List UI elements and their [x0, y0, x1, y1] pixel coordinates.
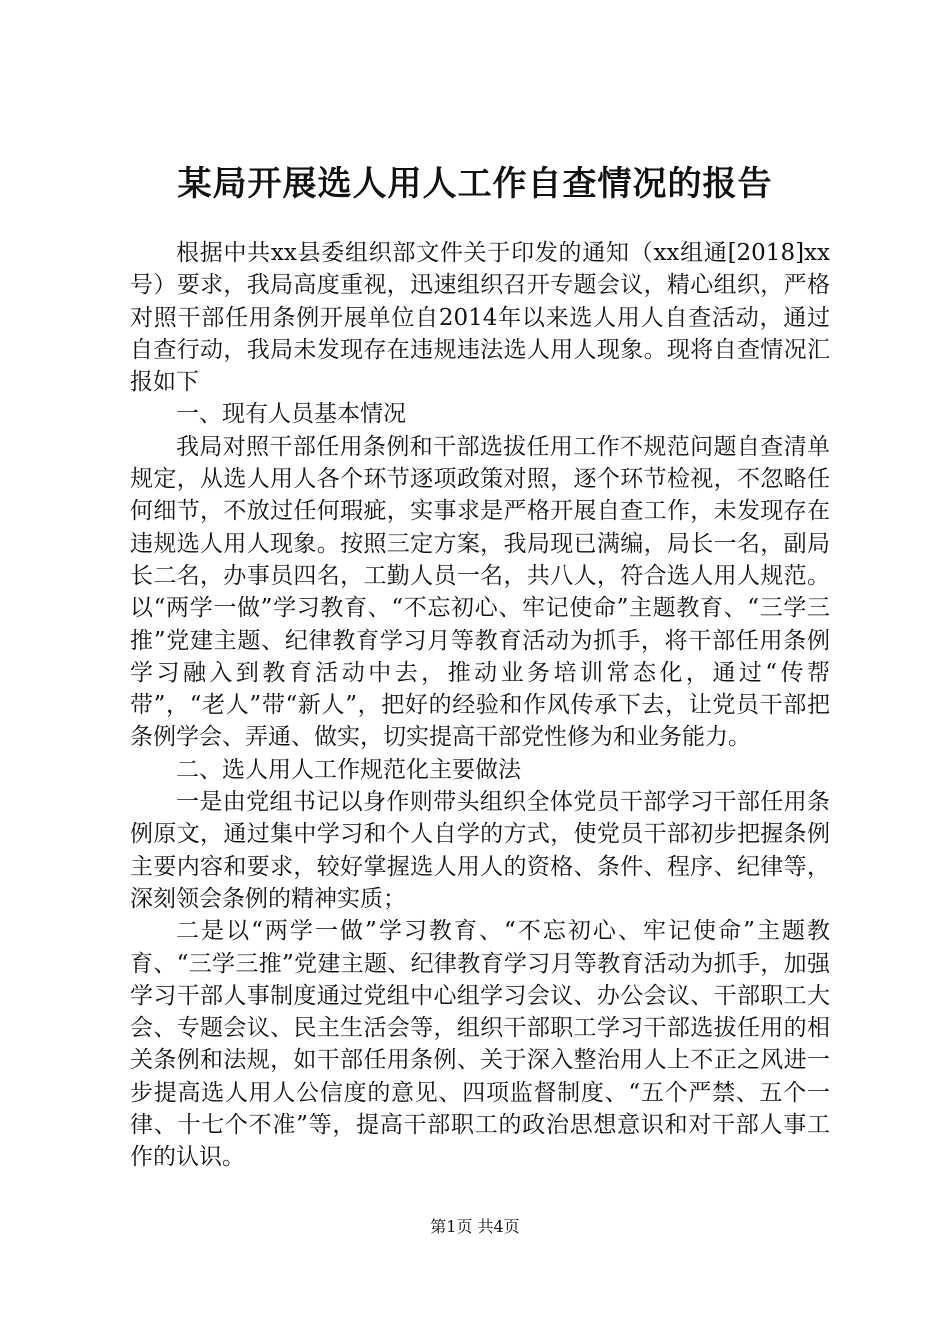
document-body — [130, 237, 830, 1174]
section-heading-1: 一、现有人员基本情况 — [176, 401, 406, 428]
section-2-paragraph-1: 一是由党组书记以身作则带头组织全体党员干部学习干部任用条例原文，通过集中学习和个人自学的方式，使党员干部初步把握条例主要内容和要求，较好掌握选人用人的资格、条件、程序、纪律等，深刻领会条例的精神实质； — [130, 789, 830, 912]
document-title: 某局开展选人用人工作自查情况的报告 — [177, 164, 773, 204]
intro-paragraph: 根据中共xx县委组织部文件关于印发的通知（xx组通[2018]xx号）要求，我局高度重视，迅速组织召开专题会议，精心组织，严格对照干部任用条例开展单位自2014年以来选人用人自查活动，通过自查行动，我局未发现存在违规违法选人用人现象。现将自查情况汇报如下 — [130, 240, 830, 396]
section-1-paragraph: 我局对照干部任用条例和干部选拔任用工作不规范问题自查清单规定，从选人用人各个环节逐项政策对照，逐个环节检视，不忽略任何细节，不放过任何瑕疵，实事求是严格开展自查工作，未发现存在违规选人用人现象。按照三定方案，我局现已满编，局长一名，副局长二名，办事员四名，工勤人员一名，共八人，符合选人用人规范。以“两学一做”学习教育、“不忘初心、牢记使命”主题教育、“三学三推”党建主题、纪律教育学习月等教育活动为抓手，将干部任用条例学习融入到教育活动中去，推动业务培训常态化，通过“传帮带”，“老人”带“新人”，把好的经验和作风传承下去，让党员干部把条例学会、弄通、做实，切实提高干部党性修为和业务能力。 — [130, 433, 830, 751]
section-heading-2: 二、选人用人工作规范化主要做法 — [176, 756, 521, 783]
page-number-footer: 第1页 共4页 — [430, 1217, 520, 1236]
section-2-paragraph-2: 二是以“两学一做”学习教育、“不忘初心、牢记使命”主题教育、“三学三推”党建主题、纪律教育学习月等教育活动为抓手，加强学习干部人事制度通过党组中心组学习会议、办公会议、干部职工大会、专题会议、民主生活会等，组织干部职工学习干部选拔任用的相关条例和法规，如干部任用条例、关于深入整治用人上不正之风进一步提高选人用人公信度的意见、四项监督制度、“五个严禁、五个一律、十七个不准”等，提高干部职工的政治思想意识和对干部人事工作的认识。 — [130, 918, 830, 1171]
